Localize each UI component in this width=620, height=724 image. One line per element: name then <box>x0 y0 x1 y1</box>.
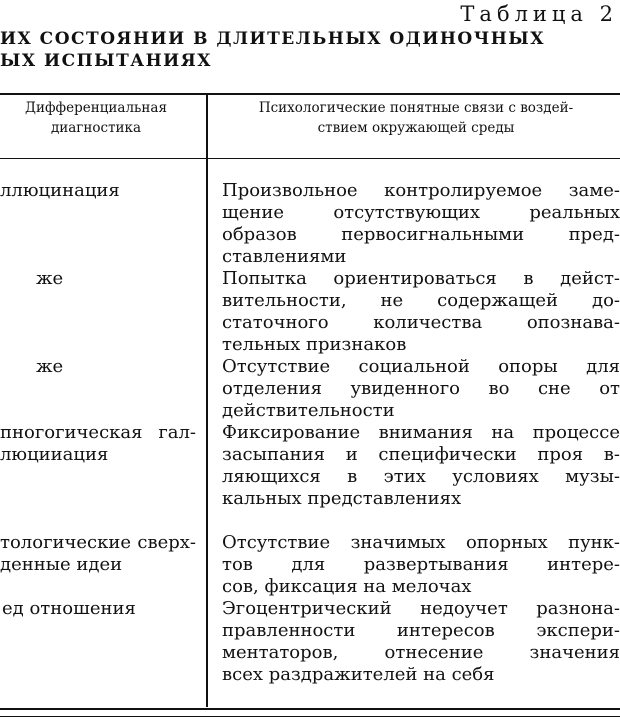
table-title-line-1: ИХ СОСТОЯНИИ В ДЛИТЕЛЬНЫХ ОДИНОЧНЫХ <box>0 29 545 49</box>
explanation-line: статочного количества опознава- <box>222 312 620 333</box>
header-left-line: диагностика <box>50 120 142 136</box>
explanation-line: сов, фиксация на мелочах <box>222 576 472 597</box>
explanation-line: Отсутствие социальной опоры для <box>222 356 620 377</box>
table-bottom-rule <box>0 708 620 710</box>
diagnosis-line: люцииация <box>0 444 109 465</box>
explanation-line: правленности интересов экспери- <box>222 620 620 641</box>
explanation-line: Фиксирование внимания на процессе <box>222 422 620 443</box>
explanation-line: Попытка ориентироваться в дейст- <box>222 268 620 289</box>
explanation-line: ставлениями <box>222 246 347 267</box>
explanation-line: действительности <box>222 400 395 421</box>
explanation-line: отделения увиденного во сне от <box>222 378 620 399</box>
explanation-line: тельных признаков <box>222 334 407 355</box>
explanation-line: Произвольное контролируемое заме- <box>222 180 620 201</box>
diagnosis-line: денные идеи <box>0 554 123 575</box>
diagnosis-line: ед отношения <box>2 598 136 619</box>
row-2-explanation <box>222 268 620 356</box>
explanation-line: Эгоцентрический недоучет разнона- <box>222 598 620 619</box>
explanation-line: тов для развертывания интере- <box>222 554 620 575</box>
table-label: Таблица 2 <box>460 2 618 26</box>
explanation-line: ментаторов, отнесение значения <box>222 642 620 663</box>
table-title-line-2: ЫХ ИСПЫТАНИЯХ <box>0 51 212 71</box>
row-3-explanation <box>222 356 620 422</box>
diagnosis-line: пногогическая гал- <box>0 422 196 443</box>
explanation-line: образов первосигнальными пред- <box>222 224 620 245</box>
diagnosis-line: ллюцинация <box>0 180 120 201</box>
row-3-diagnosis <box>36 356 63 378</box>
explanation-line: всех раздражителей на себя <box>222 664 495 685</box>
table-top-rule <box>0 93 620 95</box>
explanation-line: щение отсутствующих реальных <box>222 202 620 223</box>
row-4-explanation <box>222 422 620 510</box>
header-right-line: ствием окружающей среды <box>317 120 515 136</box>
header-right-line: Психологические понятные связи с воздей- <box>258 100 574 116</box>
diagnosis-line: тологические сверх- <box>0 532 196 553</box>
row-5-diagnosis <box>0 532 196 576</box>
row-2-diagnosis <box>36 268 63 290</box>
diagnosis-line: же <box>36 268 64 289</box>
row-1-diagnosis <box>0 180 120 202</box>
explanation-line: кальных представлениях <box>222 488 462 509</box>
row-6-diagnosis <box>2 598 136 620</box>
column-divider <box>206 94 208 707</box>
diagnosis-line: же <box>36 356 64 377</box>
explanation-line: вительности, не содержащей до- <box>222 290 620 311</box>
explanation-line: Отсутствие значимых опорных пунк- <box>222 532 620 553</box>
header-psychological-connections <box>214 98 618 138</box>
row-1-explanation <box>222 180 620 268</box>
explanation-line: ляющихся в этих условиях музы- <box>222 466 620 487</box>
row-6-explanation <box>222 598 620 686</box>
row-5-explanation <box>222 532 620 598</box>
header-left-line: Дифференциальная <box>25 100 167 116</box>
explanation-line: засыпания и специфически проя в- <box>222 444 620 465</box>
page-bottom-rule <box>0 716 620 717</box>
row-4-diagnosis <box>0 422 196 466</box>
header-bottom-rule <box>0 158 620 159</box>
header-differential-diagnosis <box>0 98 192 138</box>
